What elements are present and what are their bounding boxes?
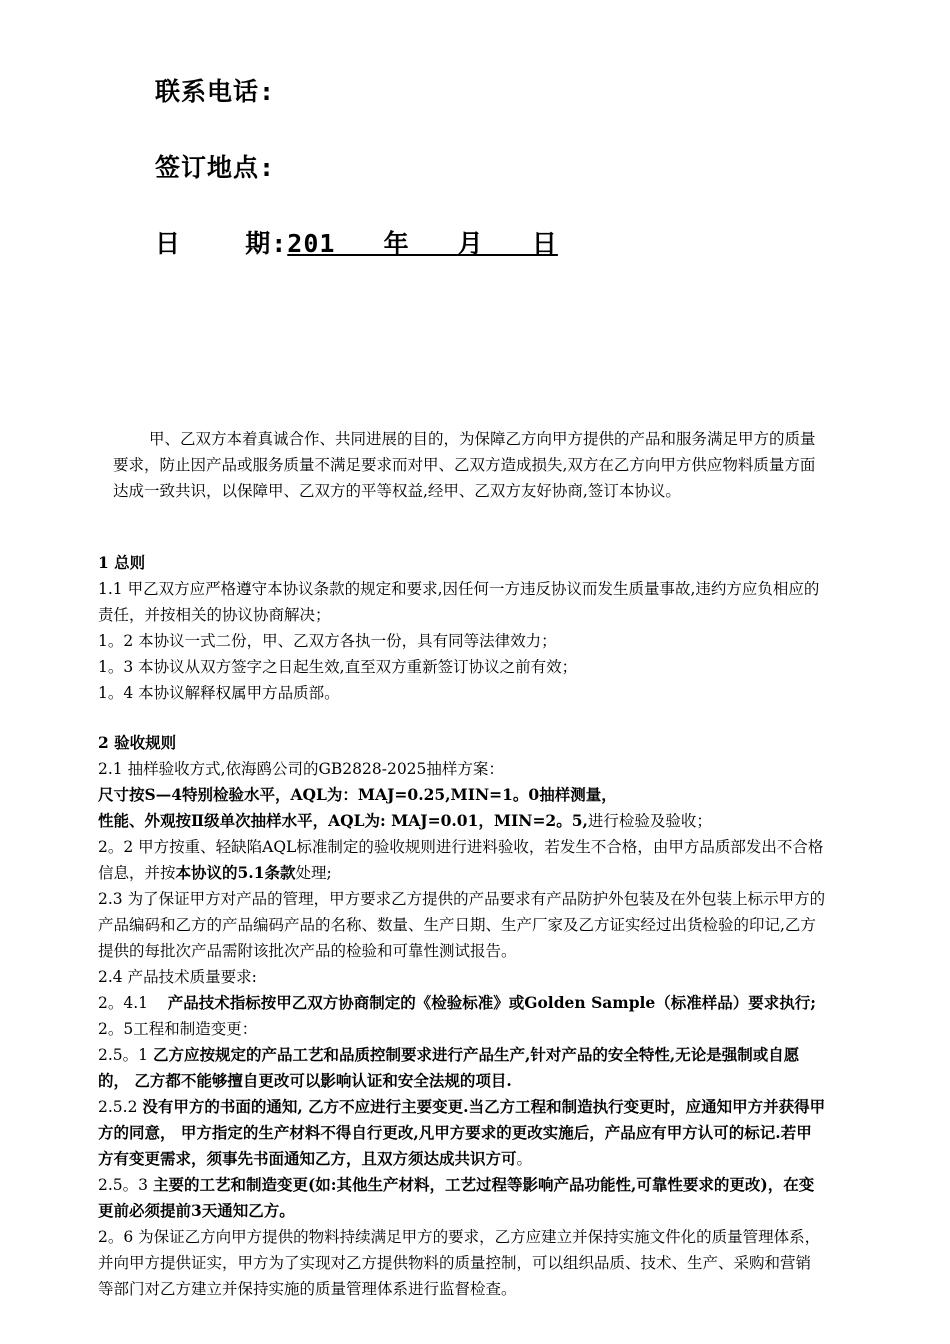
clause-1-1: 1.1 甲乙双方应严格遵守本协议条款的规定和要求,因任何一方违反协议而发生质量事故,违约方应负相应的责任，并按相关的协议协商解决； — [98, 580, 820, 624]
text-run: 产品技术指标按甲乙双方协商制定的《检验标准》或Golden Sample（标准样品）要求执行; — [167, 993, 817, 1012]
text-run: 进行检验及验收； — [587, 812, 712, 830]
text-run: 没有甲方的书面的通知, 乙方不应进行主要变更.当乙方工程和制造执行变更时，应通知甲方并获得甲方的同意， 甲方指定的生产材料不得自行更改,凡甲方要求的更改实施后，产品应有甲方认可的标记.若甲方有变更需求，须事先书面通知乙方，且双方须达成共识方可 — [98, 1097, 826, 1168]
clause-2-4-1 — [98, 990, 826, 1016]
clause-2-2 — [98, 834, 826, 886]
text-run: 本协议的5.1条款 — [175, 863, 296, 882]
text-run: 2.5。3 — [98, 1176, 153, 1194]
section-1-title: 1 总则 — [98, 553, 146, 572]
text-run: 2.5。1 — [98, 1046, 153, 1064]
intro-paragraph: 甲、乙双方本着真诚合作、共同进展的目的，为保障乙方向甲方提供的产品和服务满足甲方的质量要求，防止因产品或服务质量不满足要求而对甲、乙双方造成损失,双方在乙方向甲方供应物料质量方面达成一致共识，以保障甲、乙双方的平等权益,经甲、乙双方友好协商,签订本协议。 — [113, 430, 816, 500]
agreement-body — [98, 550, 826, 1302]
text-run: 2。4.1 — [98, 994, 168, 1012]
place-label: 签订地点: — [155, 153, 276, 182]
text-run: 。 — [516, 1150, 533, 1168]
clause-2-4: 2.4 产品技术质量要求: — [98, 968, 257, 986]
text-run: 2.5.2 — [98, 1098, 143, 1116]
clause-2-1-performance — [98, 808, 826, 834]
section-2-title: 2 验收规则 — [98, 733, 177, 752]
date-line — [155, 224, 558, 260]
clause-2-1: 2.1 抽样验收方式,依海鸥公司的GB2828-2025抽样方案： — [98, 760, 504, 778]
clause-1-2: 1。2 本协议一式二份，甲、乙双方各执一份，具有同等法律效力； — [98, 632, 557, 650]
date-label: 日 期: — [155, 229, 288, 258]
text-run: 性能、外观按Ⅱ级单次抽样水平，AQL为: MAJ=0.01，MIN=2。5, — [98, 811, 588, 830]
text-run: 处理; — [295, 864, 332, 882]
clause-1-4: 1。4 本协议解释权属甲方品质部。 — [98, 684, 340, 702]
phone-label: 联系电话: — [155, 77, 276, 106]
clause-2-6: 2。6 为保证乙方向甲方提供的物料持续满足甲方的要求，乙方应建立并保持实施文件化的质量管理体系，并向甲方提供证实，甲方为了实现对乙方提供物料的质量控制，可以组织品质、技术、生产、采购和营销等部门对乙方建立并保持实施的质量管理体系进行监督检查。 — [98, 1228, 821, 1298]
text-run: 2。2 甲方按重、轻缺陷AQL标准制定的验收规则进行进料验收，若发生不合格，由甲方品质部发出不合格信息，并按 — [98, 838, 824, 882]
clause-1-3: 1。3 本协议从双方签字之日起生效,直至双方重新签订协议之前有效； — [98, 658, 578, 676]
clause-2-1-size: 尺寸按S—4特别检验水平，AQL为：MAJ=0.25,MIN=1。0抽样测量， — [98, 785, 617, 804]
clause-2-5-3 — [98, 1172, 826, 1224]
text-run: 主要的工艺和制造变更(如:其他生产材料，工艺过程等影响产品功能性,可靠性要求的更改)，在变更前必须提前3天通知乙方。 — [98, 1175, 815, 1220]
date-value: 201 年 月 日 — [287, 229, 558, 258]
clause-2-5: 2。5工程和制造变更： — [98, 1020, 258, 1038]
clause-2-3: 2.3 为了保证甲方对产品的管理，甲方要求乙方提供的产品要求有产品防护外包装及在外包装上标示甲方的产品编码和乙方的产品编码产品的名称、数量、生产日期、生产厂家及乙方证实经过出货检验的印记,乙方提供的每批次产品需附该批次产品的检验和可靠性测试报告。 — [98, 890, 826, 960]
text-run: 乙方应按规定的产品工艺和品质控制要求进行产品生产,针对产品的安全特性,无论是强制或自愿的， 乙方都不能够擅自更改可以影响认证和安全法规的项目. — [98, 1045, 800, 1090]
clause-2-5-1 — [98, 1042, 826, 1094]
clause-2-5-2 — [98, 1094, 826, 1172]
